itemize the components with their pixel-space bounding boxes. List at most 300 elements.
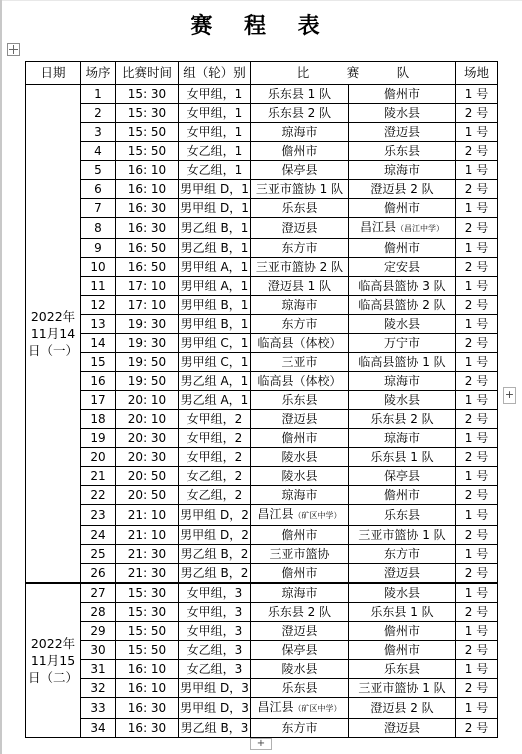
match-group: 女乙组，1: [179, 142, 251, 161]
match-time: 15: 30: [116, 104, 179, 123]
match-number: 15: [81, 353, 116, 372]
match-time: 21: 30: [116, 564, 179, 584]
team-away-name: 乐东县 1 队: [370, 450, 434, 464]
team-away: [349, 391, 456, 410]
team-away: [349, 698, 456, 719]
table-row: [26, 429, 498, 448]
team-away-name: 定安县: [384, 260, 421, 274]
date-label: 2022年11月14日（一）: [28, 309, 79, 358]
match-group: 男甲组 C，1: [179, 353, 251, 372]
match-time: 16: 10: [116, 679, 179, 698]
match-venue: 1 号: [456, 239, 498, 258]
match-venue: 2 号: [456, 526, 498, 545]
match-venue: 1 号: [456, 622, 498, 641]
team-away-name: 三亚市篮协 1 队: [358, 681, 446, 695]
team-home: [251, 505, 349, 526]
match-number: 23: [81, 505, 116, 526]
match-time: 17: 10: [116, 296, 179, 315]
team-home: [251, 660, 349, 679]
team-away: [349, 85, 456, 104]
team-home: [251, 698, 349, 719]
match-venue: 1 号: [456, 505, 498, 526]
match-venue: 2 号: [456, 448, 498, 467]
table-row: [26, 123, 498, 142]
match-time: 20: 10: [116, 391, 179, 410]
team-away: [349, 277, 456, 296]
team-note: （矿区中学）: [293, 704, 342, 713]
page-edge: [0, 0, 522, 1]
match-time: 19: 30: [116, 334, 179, 353]
match-group: 男甲组 A，1: [179, 258, 251, 277]
team-away: [349, 448, 456, 467]
table-row: [26, 505, 498, 526]
team-away-name: 乐东县 1 队: [370, 605, 434, 619]
team-home: [251, 142, 349, 161]
team-away-name: 陵水县: [384, 106, 421, 120]
team-away: [349, 603, 456, 622]
team-away-name: 琼海市: [384, 431, 421, 445]
team-home-name: 乐东县 1 队: [267, 87, 332, 101]
match-group: 男乙组 B，1: [179, 239, 251, 258]
team-away-name: 三亚市篮协 1 队: [358, 528, 446, 542]
table-row: [26, 277, 498, 296]
match-group: 男甲组 D，3: [179, 698, 251, 719]
table-row: [26, 161, 498, 180]
team-home-name: 澄迈县: [281, 624, 318, 638]
team-away-name: 澄迈县: [384, 125, 421, 139]
team-home-name: 乐东县: [281, 201, 318, 215]
match-number: 2: [81, 104, 116, 123]
match-number: 5: [81, 161, 116, 180]
table-row: [26, 353, 498, 372]
match-time: 16: 50: [116, 239, 179, 258]
team-away-name: 昌江县: [360, 220, 397, 234]
match-venue: 2 号: [456, 564, 498, 584]
match-time: 21: 10: [116, 526, 179, 545]
match-venue: 1 号: [456, 353, 498, 372]
team-home: [251, 622, 349, 641]
match-time: 16: 30: [116, 719, 179, 738]
team-home: [251, 161, 349, 180]
match-number: 3: [81, 123, 116, 142]
match-time: 15: 30: [116, 583, 179, 603]
table-row: [26, 448, 498, 467]
table-row: [26, 142, 498, 161]
match-time: 20: 30: [116, 429, 179, 448]
team-home: [251, 391, 349, 410]
team-away: [349, 505, 456, 526]
match-venue: 1 号: [456, 277, 498, 296]
table-row: [26, 641, 498, 660]
table-row: [26, 679, 498, 698]
match-time: 15: 50: [116, 622, 179, 641]
team-home: [251, 353, 349, 372]
team-away: [349, 429, 456, 448]
team-home: [251, 719, 349, 738]
match-group: 男甲组 D，1: [179, 199, 251, 218]
team-home-name: 琼海市: [281, 488, 318, 502]
team-home: [251, 296, 349, 315]
match-number: 9: [81, 239, 116, 258]
team-home-name: 儋州市: [281, 144, 318, 158]
match-group: 男甲组 A，1: [179, 277, 251, 296]
match-group: 女乙组，3: [179, 660, 251, 679]
team-away: [349, 486, 456, 505]
team-home-name: 东方市: [281, 241, 318, 255]
match-group: 男甲组 C，1: [179, 334, 251, 353]
match-venue: 1 号: [456, 583, 498, 603]
team-home-name: 琼海市: [281, 586, 318, 600]
match-time: 16: 30: [116, 199, 179, 218]
team-home: [251, 123, 349, 142]
table-row: [26, 698, 498, 719]
match-venue: 1 号: [456, 315, 498, 334]
team-away-name: 万宁市: [384, 336, 421, 350]
match-number: 32: [81, 679, 116, 698]
team-away-name: 乐东县: [384, 508, 421, 522]
team-home: [251, 199, 349, 218]
table-row: [26, 526, 498, 545]
team-away: [349, 258, 456, 277]
match-venue: 1 号: [456, 545, 498, 564]
match-number: 19: [81, 429, 116, 448]
team-away: [349, 123, 456, 142]
match-time: 19: 30: [116, 315, 179, 334]
match-group: 男乙组 B，2: [179, 564, 251, 584]
team-home: [251, 277, 349, 296]
team-away: [349, 104, 456, 123]
match-time: 17: 10: [116, 277, 179, 296]
table-row: [26, 315, 498, 334]
table-row: [26, 372, 498, 391]
match-venue: 2 号: [456, 679, 498, 698]
match-group: 女甲组，1: [179, 123, 251, 142]
match-number: 16: [81, 372, 116, 391]
team-note: （昌江中学）: [396, 224, 445, 233]
table-move-handle-icon[interactable]: [7, 43, 20, 56]
match-group: 男乙组 A，1: [179, 391, 251, 410]
match-number: 29: [81, 622, 116, 641]
team-away-name: 澄迈县: [384, 721, 421, 735]
table-row: [26, 583, 498, 603]
match-group: 女甲组，2: [179, 448, 251, 467]
table-row: [26, 180, 498, 199]
match-group: 男乙组 B，3: [179, 719, 251, 738]
team-home-name: 临高县（体校）: [257, 336, 342, 350]
team-home: [251, 218, 349, 239]
match-number: 7: [81, 199, 116, 218]
match-group: 女甲组，2: [179, 410, 251, 429]
team-home-name: 保亭县: [281, 163, 318, 177]
table-row: [26, 545, 498, 564]
team-home: [251, 603, 349, 622]
table-row: [26, 85, 498, 104]
add-row-plus-icon[interactable]: +: [250, 738, 272, 750]
match-venue: 2 号: [456, 258, 498, 277]
match-number: 13: [81, 315, 116, 334]
match-number: 22: [81, 486, 116, 505]
team-home-name: 乐东县: [281, 393, 318, 407]
team-away: [349, 583, 456, 603]
match-group: 男乙组 B，2: [179, 545, 251, 564]
team-home-name: 琼海市: [281, 298, 318, 312]
match-venue: 2 号: [456, 719, 498, 738]
team-home-name: 东方市: [281, 721, 318, 735]
match-venue: 2 号: [456, 372, 498, 391]
match-time: 21: 30: [116, 545, 179, 564]
match-time: 15: 30: [116, 85, 179, 104]
team-home-name: 澄迈县: [281, 221, 318, 235]
team-home: [251, 239, 349, 258]
team-away-name: 儋州市: [384, 87, 421, 101]
match-group: 女乙组，2: [179, 486, 251, 505]
table-row: [26, 486, 498, 505]
match-group: 女甲组，3: [179, 583, 251, 603]
match-venue: 2 号: [456, 104, 498, 123]
match-time: 20: 50: [116, 486, 179, 505]
match-venue: 2 号: [456, 334, 498, 353]
team-away: [349, 142, 456, 161]
match-group: 女乙组，3: [179, 641, 251, 660]
match-group: 男甲组 B，1: [179, 296, 251, 315]
team-home: [251, 448, 349, 467]
team-away: [349, 719, 456, 738]
table-row: [26, 258, 498, 277]
match-number: 28: [81, 603, 116, 622]
team-away-name: 临高县篮协 3 队: [358, 279, 446, 293]
match-number: 17: [81, 391, 116, 410]
match-venue: 1 号: [456, 429, 498, 448]
match-time: 15: 30: [116, 603, 179, 622]
team-away: [349, 410, 456, 429]
date-label: 2022年11月15日（二）: [28, 636, 79, 685]
match-number: 8: [81, 218, 116, 239]
match-time: 16: 50: [116, 258, 179, 277]
match-venue: 2 号: [456, 296, 498, 315]
team-home-name: 东方市: [281, 317, 318, 331]
table-row: [26, 199, 498, 218]
team-away-name: 澄迈县: [384, 566, 421, 580]
team-away-name: 澄迈县 2 队: [370, 182, 434, 196]
date-cell: [26, 583, 81, 738]
team-away-name: 陵水县: [384, 586, 421, 600]
match-time: 16: 10: [116, 161, 179, 180]
add-column-plus-icon[interactable]: +: [503, 387, 516, 404]
window-left-edge: [0, 0, 2, 754]
match-number: 6: [81, 180, 116, 199]
team-away: [349, 334, 456, 353]
match-venue: 1 号: [456, 698, 498, 719]
team-home-name: 昌江县: [257, 507, 294, 521]
team-away-name: 东方市: [384, 547, 421, 561]
team-home: [251, 564, 349, 584]
match-group: 男甲组 D，2: [179, 505, 251, 526]
team-away-name: 保亭县: [384, 469, 421, 483]
match-venue: 2 号: [456, 410, 498, 429]
team-home-name: 乐东县 2 队: [267, 106, 332, 120]
match-venue: 2 号: [456, 218, 498, 239]
table-row: [26, 239, 498, 258]
match-time: 15: 50: [116, 641, 179, 660]
table-row: [26, 719, 498, 738]
match-group: 男甲组 D，1: [179, 180, 251, 199]
team-home: [251, 679, 349, 698]
table-row: [26, 296, 498, 315]
match-venue: 2 号: [456, 486, 498, 505]
match-number: 20: [81, 448, 116, 467]
team-home-name: 儋州市: [281, 528, 318, 542]
team-home-name: 澄迈县: [281, 412, 318, 426]
match-venue: 1 号: [456, 660, 498, 679]
team-away-name: 临高县篮协 2 队: [358, 298, 446, 312]
match-time: 16: 10: [116, 180, 179, 199]
team-away: [349, 353, 456, 372]
match-venue: 2 号: [456, 142, 498, 161]
team-away-name: 儋州市: [384, 643, 421, 657]
match-number: 34: [81, 719, 116, 738]
team-home: [251, 467, 349, 486]
team-away: [349, 161, 456, 180]
match-group: 女甲组，1: [179, 85, 251, 104]
team-home-name: 澄迈县 1 队: [267, 279, 332, 293]
team-home-name: 陵水县: [281, 662, 318, 676]
match-venue: 1 号: [456, 123, 498, 142]
team-home: [251, 372, 349, 391]
team-away-name: 乐东县: [384, 144, 421, 158]
team-home-name: 琼海市: [281, 125, 318, 139]
table-row: [26, 564, 498, 584]
match-time: 20: 50: [116, 467, 179, 486]
team-away: [349, 545, 456, 564]
match-number: 18: [81, 410, 116, 429]
team-home-name: 儋州市: [281, 566, 318, 580]
team-away: [349, 564, 456, 584]
match-venue: 2 号: [456, 603, 498, 622]
team-away-name: 陵水县: [384, 317, 421, 331]
table-row: [26, 410, 498, 429]
match-time: 15: 50: [116, 123, 179, 142]
team-away-name: 儋州市: [384, 488, 421, 502]
table-row: [26, 622, 498, 641]
table-row: [26, 467, 498, 486]
match-time: 16: 10: [116, 660, 179, 679]
team-away-name: 儋州市: [384, 241, 421, 255]
header-venue: 场地: [456, 62, 498, 85]
team-away-name: 琼海市: [384, 374, 421, 388]
team-home-name: 乐东县: [281, 681, 318, 695]
match-number: 33: [81, 698, 116, 719]
match-time: 20: 30: [116, 448, 179, 467]
team-home: [251, 545, 349, 564]
match-number: 10: [81, 258, 116, 277]
match-number: 11: [81, 277, 116, 296]
team-away-name: 乐东县: [384, 662, 421, 676]
schedule-table: [25, 61, 498, 738]
match-time: 16: 30: [116, 218, 179, 239]
team-away: [349, 315, 456, 334]
team-away: [349, 641, 456, 660]
team-away-name: 乐东县 2 队: [370, 412, 434, 426]
match-venue: 1 号: [456, 199, 498, 218]
match-number: 1: [81, 85, 116, 104]
team-away: [349, 372, 456, 391]
match-time: 16: 30: [116, 698, 179, 719]
team-home-name: 三亚市: [281, 355, 318, 369]
match-number: 24: [81, 526, 116, 545]
match-number: 12: [81, 296, 116, 315]
match-group: 女甲组，3: [179, 622, 251, 641]
match-group: 男甲组 D，3: [179, 679, 251, 698]
match-venue: 2 号: [456, 641, 498, 660]
match-group: 女乙组，1: [179, 161, 251, 180]
team-away: [349, 467, 456, 486]
match-time: 20: 10: [116, 410, 179, 429]
header-time: 比赛时间: [116, 62, 179, 85]
match-group: 男乙组 B，1: [179, 218, 251, 239]
match-group: 男甲组 B，1: [179, 315, 251, 334]
team-away-name: 儋州市: [384, 624, 421, 638]
team-away-name: 儋州市: [384, 201, 421, 215]
team-away: [349, 622, 456, 641]
match-group: 男甲组 D，2: [179, 526, 251, 545]
match-number: 25: [81, 545, 116, 564]
table-row: [26, 218, 498, 239]
team-home-name: 陵水县: [281, 450, 318, 464]
match-venue: 1 号: [456, 85, 498, 104]
team-home-name: 三亚市篮协: [269, 547, 330, 561]
match-time: 15: 50: [116, 142, 179, 161]
team-home: [251, 526, 349, 545]
team-away-name: 澄迈县 2 队: [370, 701, 434, 715]
header-teams: 比 赛 队: [251, 62, 456, 85]
match-group: 女甲组，3: [179, 603, 251, 622]
table-row: [26, 391, 498, 410]
table-row: [26, 334, 498, 353]
header-match-no: 场序: [81, 62, 116, 85]
team-away: [349, 239, 456, 258]
team-away: [349, 199, 456, 218]
team-note: （矿区中学）: [293, 511, 342, 520]
match-venue: 1 号: [456, 391, 498, 410]
match-time: 21: 10: [116, 505, 179, 526]
team-away-name: 陵水县: [384, 393, 421, 407]
team-away: [349, 679, 456, 698]
match-number: 30: [81, 641, 116, 660]
table-header-row: [26, 62, 498, 85]
team-home-name: 儋州市: [281, 431, 318, 445]
match-group: 女甲组，2: [179, 429, 251, 448]
team-home: [251, 641, 349, 660]
date-cell: [26, 85, 81, 584]
team-away: [349, 296, 456, 315]
match-venue: 2 号: [456, 180, 498, 199]
team-home: [251, 315, 349, 334]
team-away-name: 临高县篮协 1 队: [358, 355, 446, 369]
team-home-name: 乐东县 2 队: [267, 605, 332, 619]
match-number: 14: [81, 334, 116, 353]
match-group: 女甲组，1: [179, 104, 251, 123]
team-home-name: 昌江县: [257, 700, 294, 714]
match-group: 女乙组，2: [179, 467, 251, 486]
team-home-name: 三亚市篮协 1 队: [255, 182, 344, 196]
match-venue: 1 号: [456, 161, 498, 180]
match-time: 19: 50: [116, 372, 179, 391]
header-date: 日期: [26, 62, 81, 85]
team-home: [251, 258, 349, 277]
match-number: 31: [81, 660, 116, 679]
match-number: 21: [81, 467, 116, 486]
header-group: 组（轮）别: [179, 62, 251, 85]
